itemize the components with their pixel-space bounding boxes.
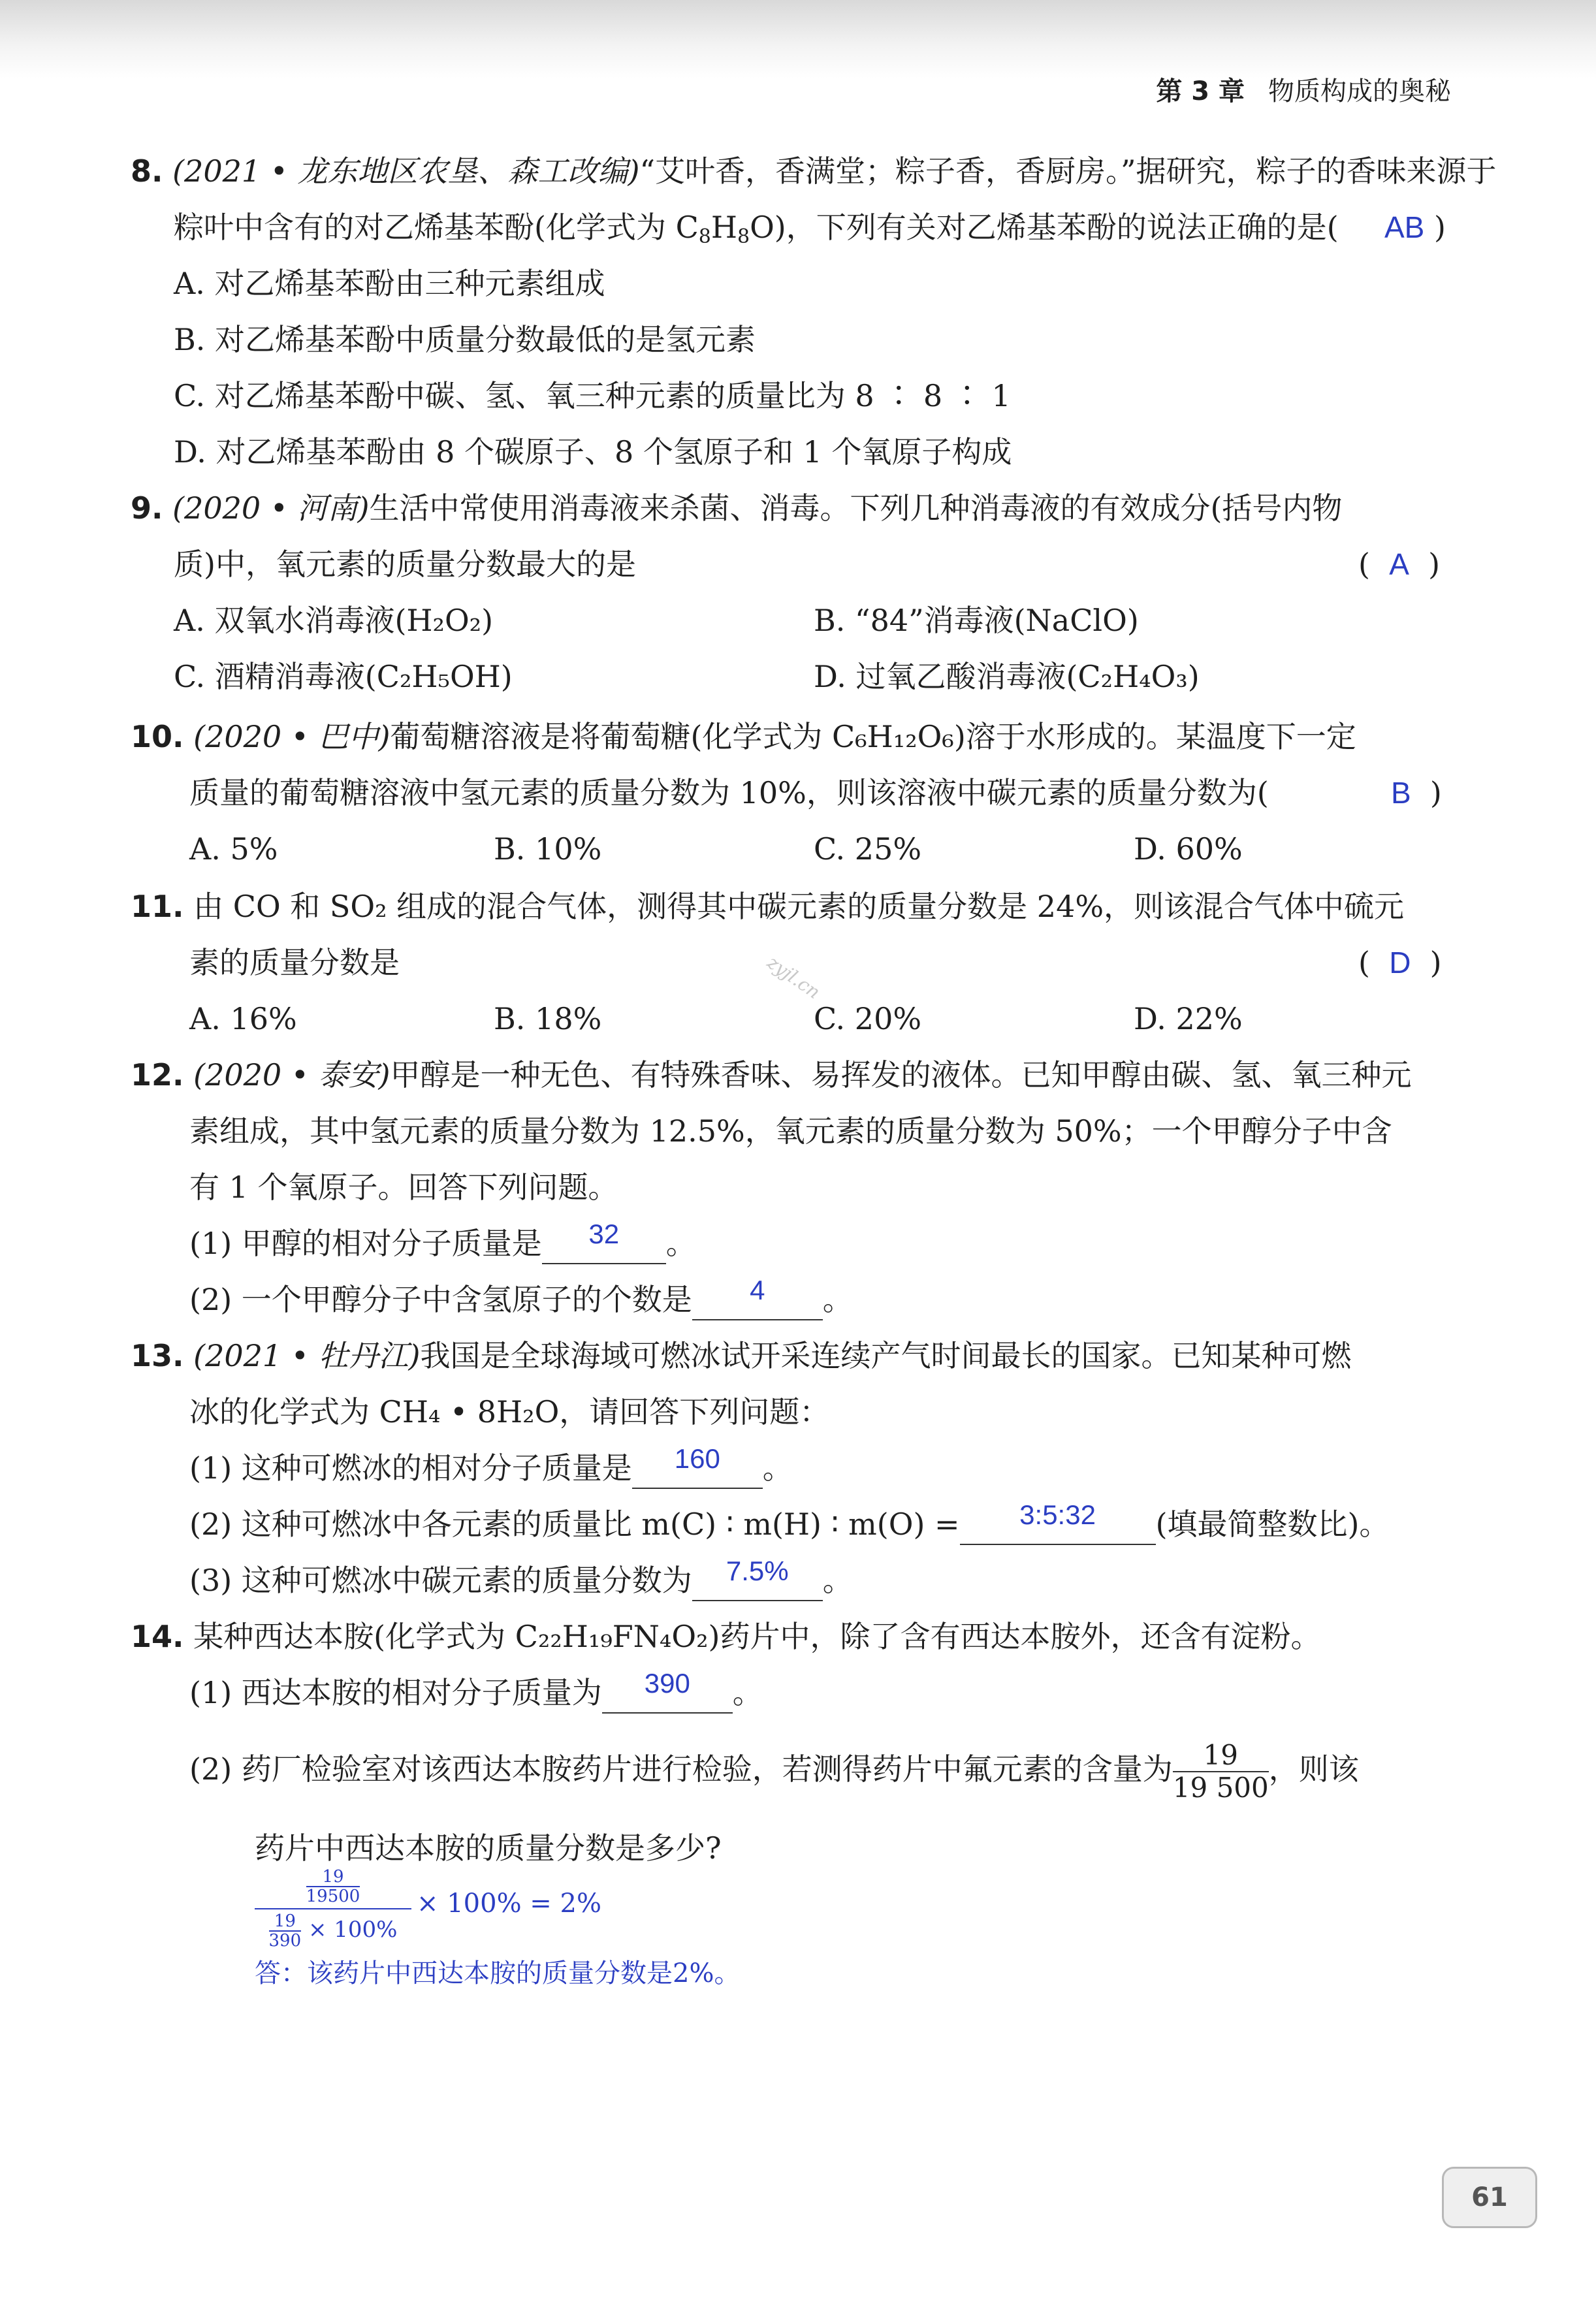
q11-answer: ( D )	[1358, 945, 1442, 980]
q13-answer1-blank[interactable]: 160	[632, 1447, 763, 1489]
q13-part2: (2) 这种可燃冰中各元素的质量比 m(C) ∶ m(H) ∶ m(O) = 3:5:32 (填最简整数比)。	[189, 1505, 1389, 1546]
q10-line2: 质量的葡萄糖溶液中氢元素的质量分数为 10%，则该溶液中碳元素的质量分数为(	[189, 775, 1269, 810]
q11-option-a: A. 16%	[189, 1001, 297, 1036]
q10-answer: B )	[1391, 775, 1442, 810]
q10-option-b: B. 10%	[494, 831, 602, 867]
q13-line1: 13. (2021 • 牡丹江)我国是全球海域可燃冰试开采连续产气时间最长的国家。已知某种可燃	[131, 1338, 1352, 1373]
q12-line2: 素组成，其中氢元素的质量分数为 12.5%，氧元素的质量分数为 50%；一个甲醇分子中含	[189, 1113, 1392, 1149]
q13-part1: (1) 这种可燃冰的相对分子质量是 160 。	[189, 1448, 793, 1490]
q8-option-b: B. 对乙烯基苯酚中质量分数最低的是氢元素	[174, 322, 756, 357]
solution-numerator: $\frac{19}{19500}$	[306, 1867, 360, 1906]
q13-part3: (3) 这种可燃冰中碳元素的质量分数为 7.5% 。	[189, 1561, 853, 1603]
q13-answer3-blank[interactable]: 7.5%	[692, 1559, 823, 1601]
q8-option-a: A. 对乙烯基苯酚由三种元素组成	[174, 266, 605, 301]
q14-answer1-blank[interactable]: 390	[602, 1672, 733, 1714]
q14-solution-conclusion: 答：该药片中西达本胺的质量分数是2%。	[255, 1958, 741, 1988]
q9-line1: 9. (2020 • 河南)生活中常使用消毒液来杀菌、消毒。下列几种消毒液的有效成分(括号内物	[131, 490, 1343, 526]
solution-result: × 100% = 2%	[417, 1889, 601, 1919]
q13-answer2-blank[interactable]: 3:5:32	[960, 1503, 1156, 1545]
q9-line2: 质)中，氧元素的质量分数最大的是	[174, 547, 636, 582]
q14-part2-question: 药片中西达本胺的质量分数是多少?	[255, 1830, 722, 1866]
q8-line2: 粽叶中含有的对乙烯基苯酚(化学式为 $C_8H_8O$)，下列有关对乙烯基苯酚的说法正确的是(	[174, 210, 1339, 248]
q14-line1: 14. 某种西达本胺(化学式为 C₂₂H₁₉FN₄O₂)药片中，除了含有西达本胺外，还含有淀粉。	[131, 1619, 1321, 1654]
q8-option-c: C. 对乙烯基苯酚中碳、氢、氧三种元素的质量比为 8 ∶ 8 ∶ 1	[174, 378, 1011, 413]
q11-line1: 11. 由 CO 和 SO₂ 组成的混合气体，测得其中碳元素的质量分数是 24%，则该混合气体中硫元	[131, 889, 1405, 924]
chapter-header: 第 3 章 物质构成的奥秘	[1156, 76, 1451, 106]
q9-option-d: D. 过氧乙酸消毒液(C₂H₄O₃)	[814, 659, 1200, 694]
q12-part2: (2) 一个甲醇分子中含氢原子的个数是 4 。	[189, 1280, 853, 1322]
q11-option-c: C. 20%	[814, 1001, 922, 1036]
q13-line2: 冰的化学式为 CH₄ • 8H₂O，请回答下列问题：	[189, 1394, 830, 1429]
q9-option-c: C. 酒精消毒液(C₂H₅OH)	[174, 659, 513, 694]
watermark: zyjl.cn	[763, 951, 825, 1004]
q9-option-a: A. 双氧水消毒液(H₂O₂)	[174, 603, 494, 638]
q8-answer: AB )	[1384, 210, 1446, 245]
solution-denominator: $\frac{19}{390}$ × 100%	[268, 1911, 398, 1951]
q10-line1: 10. (2020 • 巴中)葡萄糖溶液是将葡萄糖(化学式为 C₆H₁₂O₆)溶于水形成的。某温度下一定	[131, 719, 1356, 754]
q12-line1: 12. (2020 • 泰安)甲醇是一种无色、有特殊香味、易挥发的液体。已知甲醇由碳、氢、氧三种元	[131, 1057, 1412, 1093]
q14-part2: (2) 药厂检验室对该西达本胺药片进行检验，若测得药片中氟元素的含量为 $\frac{19}{19 500}$ ，则该	[189, 1739, 1359, 1804]
q12-answer2-blank[interactable]: 4	[692, 1279, 823, 1320]
q10-option-c: C. 25%	[814, 831, 922, 867]
page-number: 61	[1442, 2167, 1537, 2228]
q14-solution-formula	[255, 1868, 712, 1959]
q10-option-a: A. 5%	[189, 831, 278, 867]
q12-answer1-blank[interactable]: 32	[542, 1222, 666, 1264]
q10-option-d: D. 60%	[1134, 831, 1243, 867]
q9-answer: ( A )	[1358, 547, 1441, 582]
q12-part1: (1) 甲醇的相对分子质量是 32 。	[189, 1224, 696, 1266]
scan-shadow	[0, 0, 1596, 78]
q11-line2: 素的质量分数是	[189, 945, 400, 980]
q14-part1: (1) 西达本胺的相对分子质量为 390 。	[189, 1673, 763, 1715]
q11-option-b: B. 18%	[494, 1001, 602, 1036]
q12-line3: 有 1 个氧原子。回答下列问题。	[189, 1170, 618, 1205]
q11-option-d: D. 22%	[1134, 1001, 1243, 1036]
q8-option-d: D. 对乙烯基苯酚由 8 个碳原子、8 个氢原子和 1 个氧原子构成	[174, 434, 1012, 470]
solution-big-fraction	[255, 1868, 411, 1950]
q9-option-b: B. “84”消毒液(NaClO)	[814, 603, 1139, 638]
fluorine-content-fraction: $\frac{19}{19 500}$	[1172, 1739, 1269, 1804]
q8-line1: 8. (2021 • 龙东地区农垦、森工改编)“艾叶香，香满堂；粽子香，香厨房。”据研究，粽子的香味来源于	[131, 153, 1497, 189]
